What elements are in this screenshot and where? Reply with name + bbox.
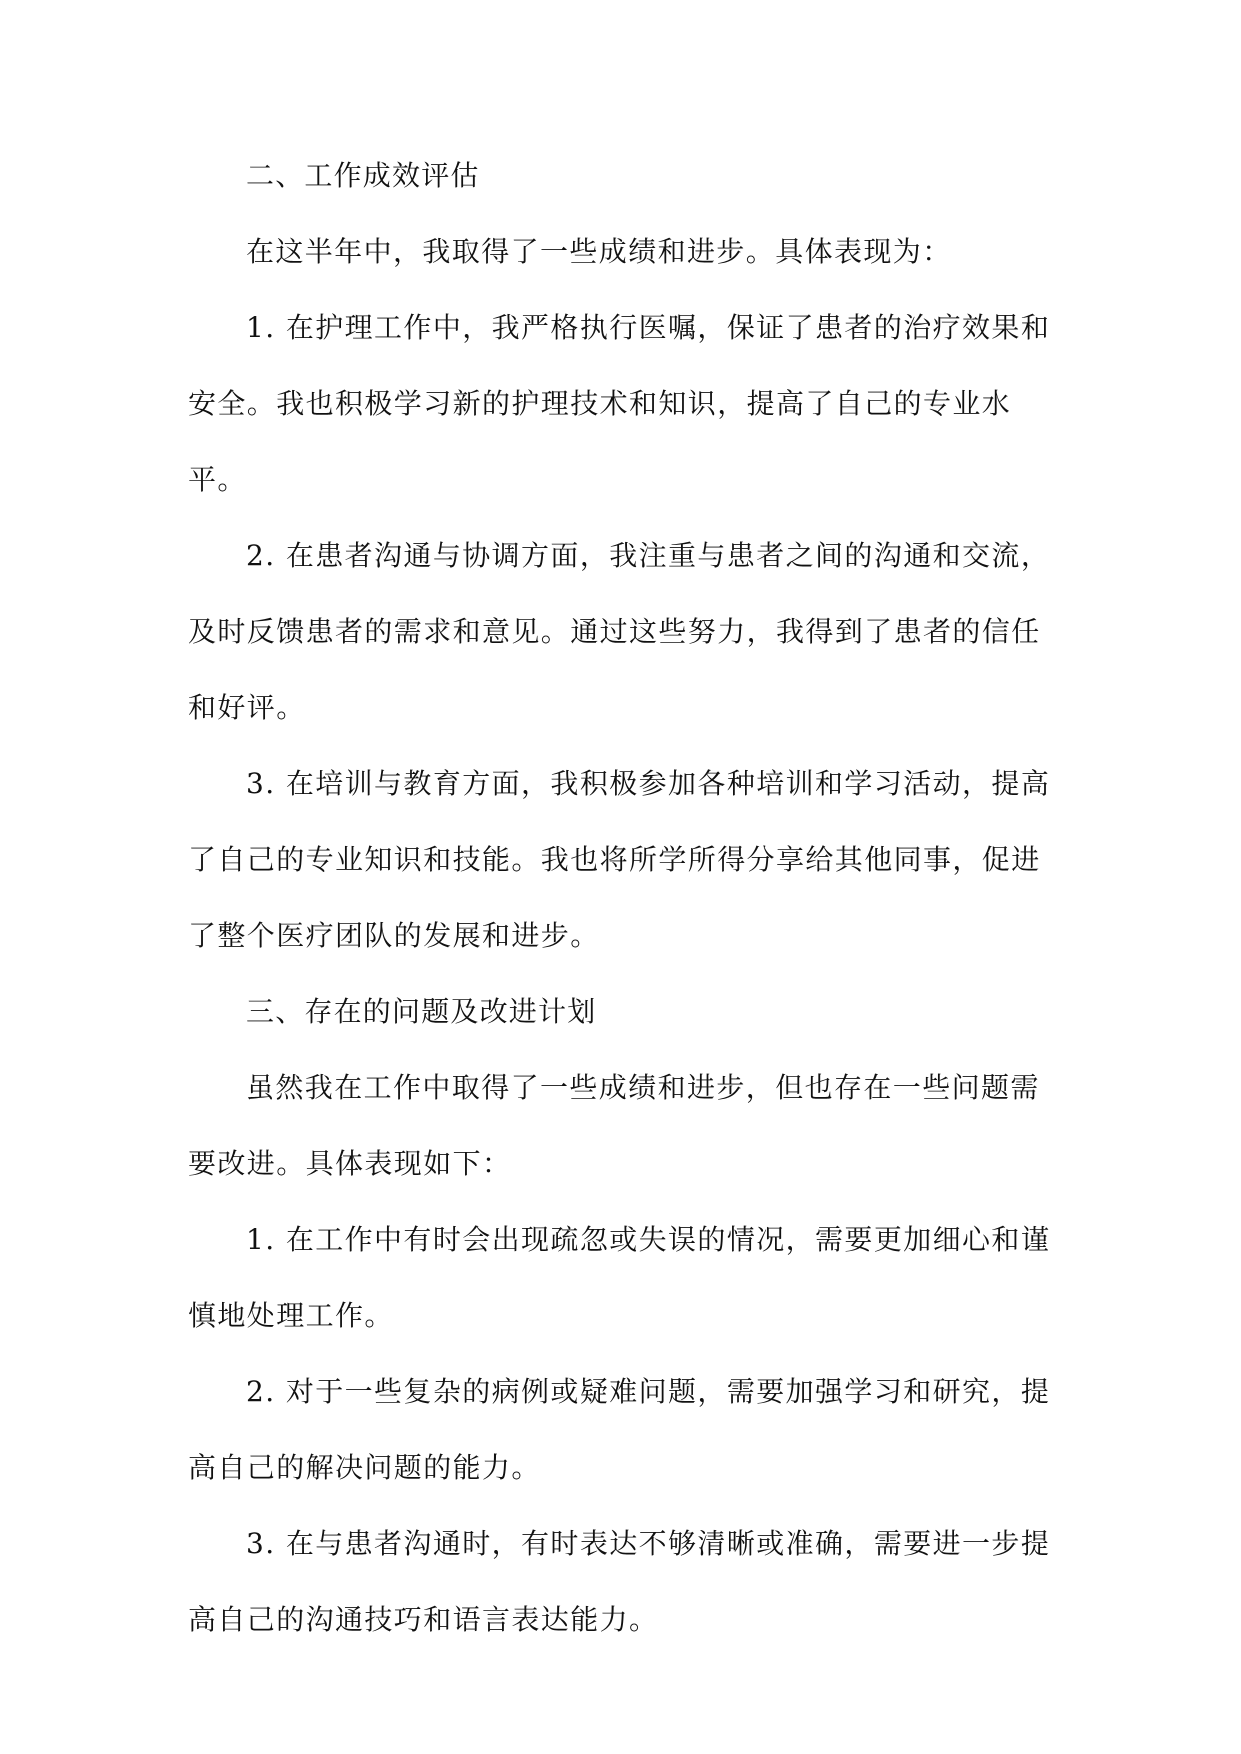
list-item-carelessness: 1. 在工作中有时会出现疏忽或失误的情况，需要更加细心和谨慎地处理工作。 xyxy=(188,1223,1051,1332)
paragraph-problems-intro: 虽然我在工作中取得了一些成绩和进步，但也存在一些问题需要改进。具体表现如下： xyxy=(188,1071,1040,1180)
paragraph-intro: 在这半年中，我取得了一些成绩和进步。具体表现为： xyxy=(246,235,952,268)
list-item-training: 3. 在培训与教育方面，我积极参加各种培训和学习活动，提高了自己的专业知识和技能。我也将所学所得分享给其他同事，促进了整个医疗团队的发展和进步。 xyxy=(188,767,1051,952)
section-heading-evaluation: 二、工作成效评估 xyxy=(246,159,480,192)
section-heading-problems: 三、存在的问题及改进计划 xyxy=(246,995,597,1028)
list-item-complex-cases: 2. 对于一些复杂的病例或疑难问题，需要加强学习和研究，提高自己的解决问题的能力。 xyxy=(188,1375,1051,1484)
document-body xyxy=(188,138,1058,1658)
list-item-communication: 2. 在患者沟通与协调方面，我注重与患者之间的沟通和交流，及时反馈患者的需求和意见。通过这些努力，我得到了患者的信任和好评。 xyxy=(188,539,1051,724)
list-item-expression: 3. 在与患者沟通时，有时表达不够清晰或准确，需要进一步提高自己的沟通技巧和语言表达能力。 xyxy=(188,1527,1051,1636)
list-item-nursing: 1. 在护理工作中，我严格执行医嘱，保证了患者的治疗效果和安全。我也积极学习新的护理技术和知识，提高了自己的专业水平。 xyxy=(188,311,1051,496)
